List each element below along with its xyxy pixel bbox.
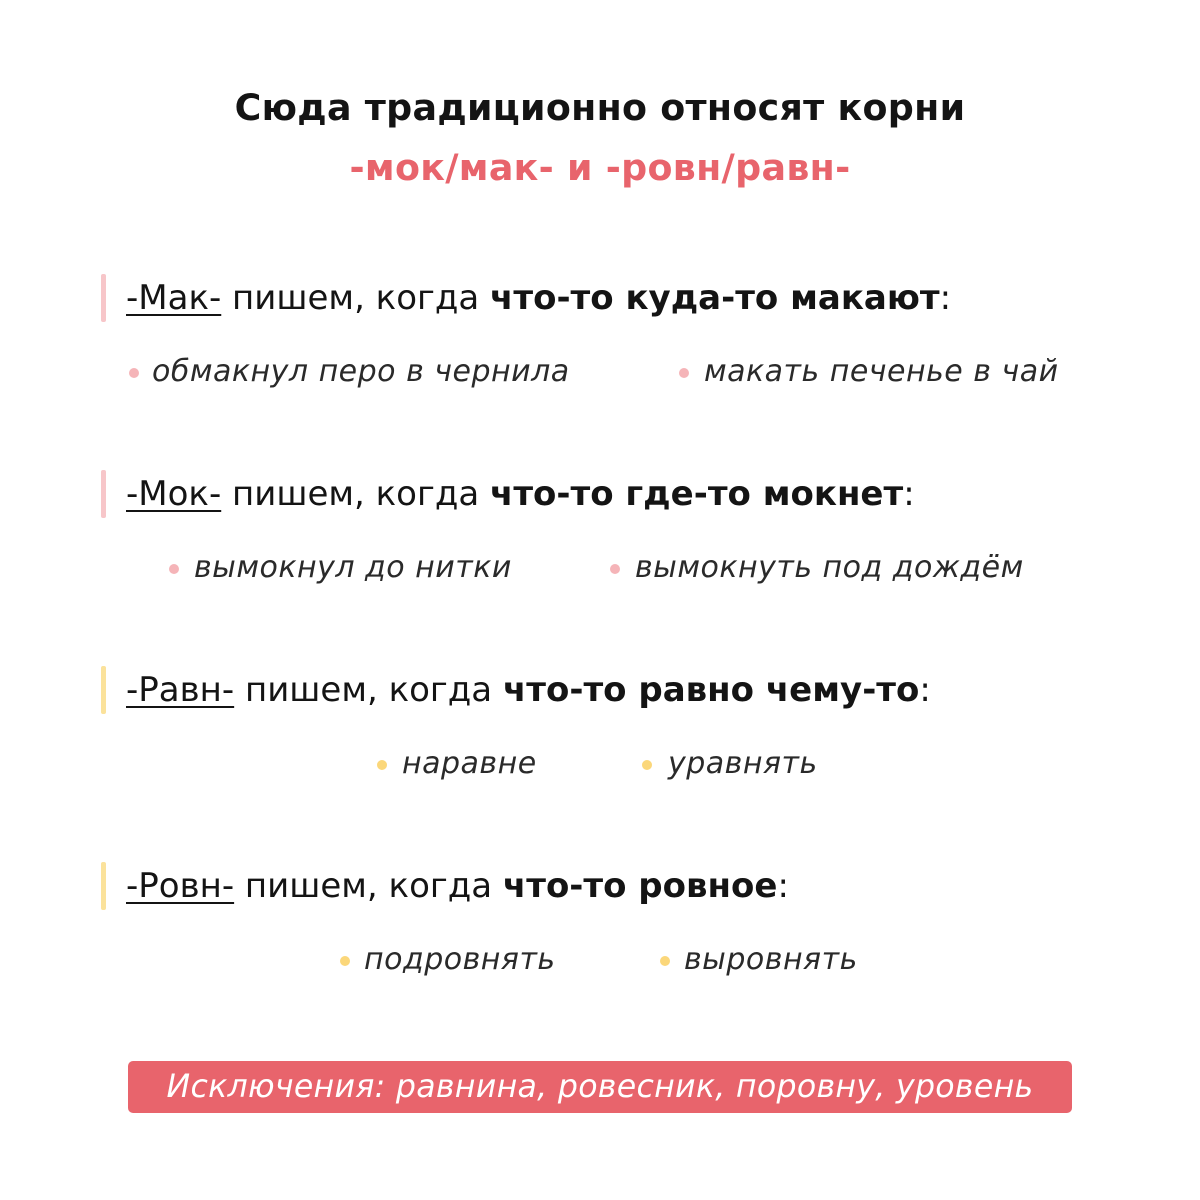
rule-heading-ravn [126, 670, 931, 710]
bullet-dot [340, 956, 350, 966]
example-item: обмакнул перо в чернила [152, 354, 570, 389]
bullet-dot [169, 564, 179, 574]
rule-marker-bar [101, 274, 106, 322]
example-item: вымокнул до нитки [194, 550, 512, 585]
rule-root: -Мок- [126, 474, 222, 514]
rule-colon: : [939, 278, 952, 318]
page-subtitle: -мок/мак- и -ровн/равн- [349, 146, 851, 189]
rule-heading-mok [126, 474, 915, 514]
rule-colon: : [919, 670, 931, 710]
rule-marker-bar [101, 470, 106, 518]
example-item: подровнять [364, 942, 556, 977]
rule-text: пишем, когда [221, 278, 491, 318]
rule-heading-mak [126, 278, 951, 318]
rule-condition: что-то равно чему-то [502, 670, 920, 710]
example-item: вымокнуть под дождём [635, 550, 1024, 585]
rule-condition: что-то ровное [502, 866, 778, 906]
rule-root: -Мак- [126, 278, 222, 318]
rule-root: -Равн- [126, 670, 235, 710]
rule-root: -Ровн- [126, 866, 235, 906]
example-item: наравне [402, 746, 537, 781]
rule-text: пишем, когда [221, 474, 490, 514]
page-title: Сюда традиционно относят корни [234, 86, 966, 129]
bullet-dot [377, 760, 387, 770]
example-item: выровнять [684, 942, 858, 977]
rule-colon: : [777, 866, 789, 906]
rule-heading-rovn [126, 866, 789, 906]
exceptions-banner [128, 1061, 1072, 1113]
rule-marker-bar [101, 666, 106, 714]
rule-text: пишем, когда [234, 670, 503, 710]
bullet-dot [679, 368, 689, 378]
rule-text: пишем, когда [234, 866, 503, 906]
example-item: уравнять [668, 746, 818, 781]
bullet-dot [610, 564, 620, 574]
rule-condition: что-то где-то мокнет [490, 474, 904, 514]
rule-colon: : [903, 474, 915, 514]
bullet-dot [642, 760, 652, 770]
rule-marker-bar [101, 862, 106, 910]
bullet-dot [660, 956, 670, 966]
exceptions-text: Исключения: равнина, ровесник, поровну, уровень [166, 1069, 1034, 1105]
example-item: макать печенье в чай [704, 354, 1059, 389]
bullet-dot [129, 368, 139, 378]
rule-condition: что-то куда-то макают [490, 278, 940, 318]
